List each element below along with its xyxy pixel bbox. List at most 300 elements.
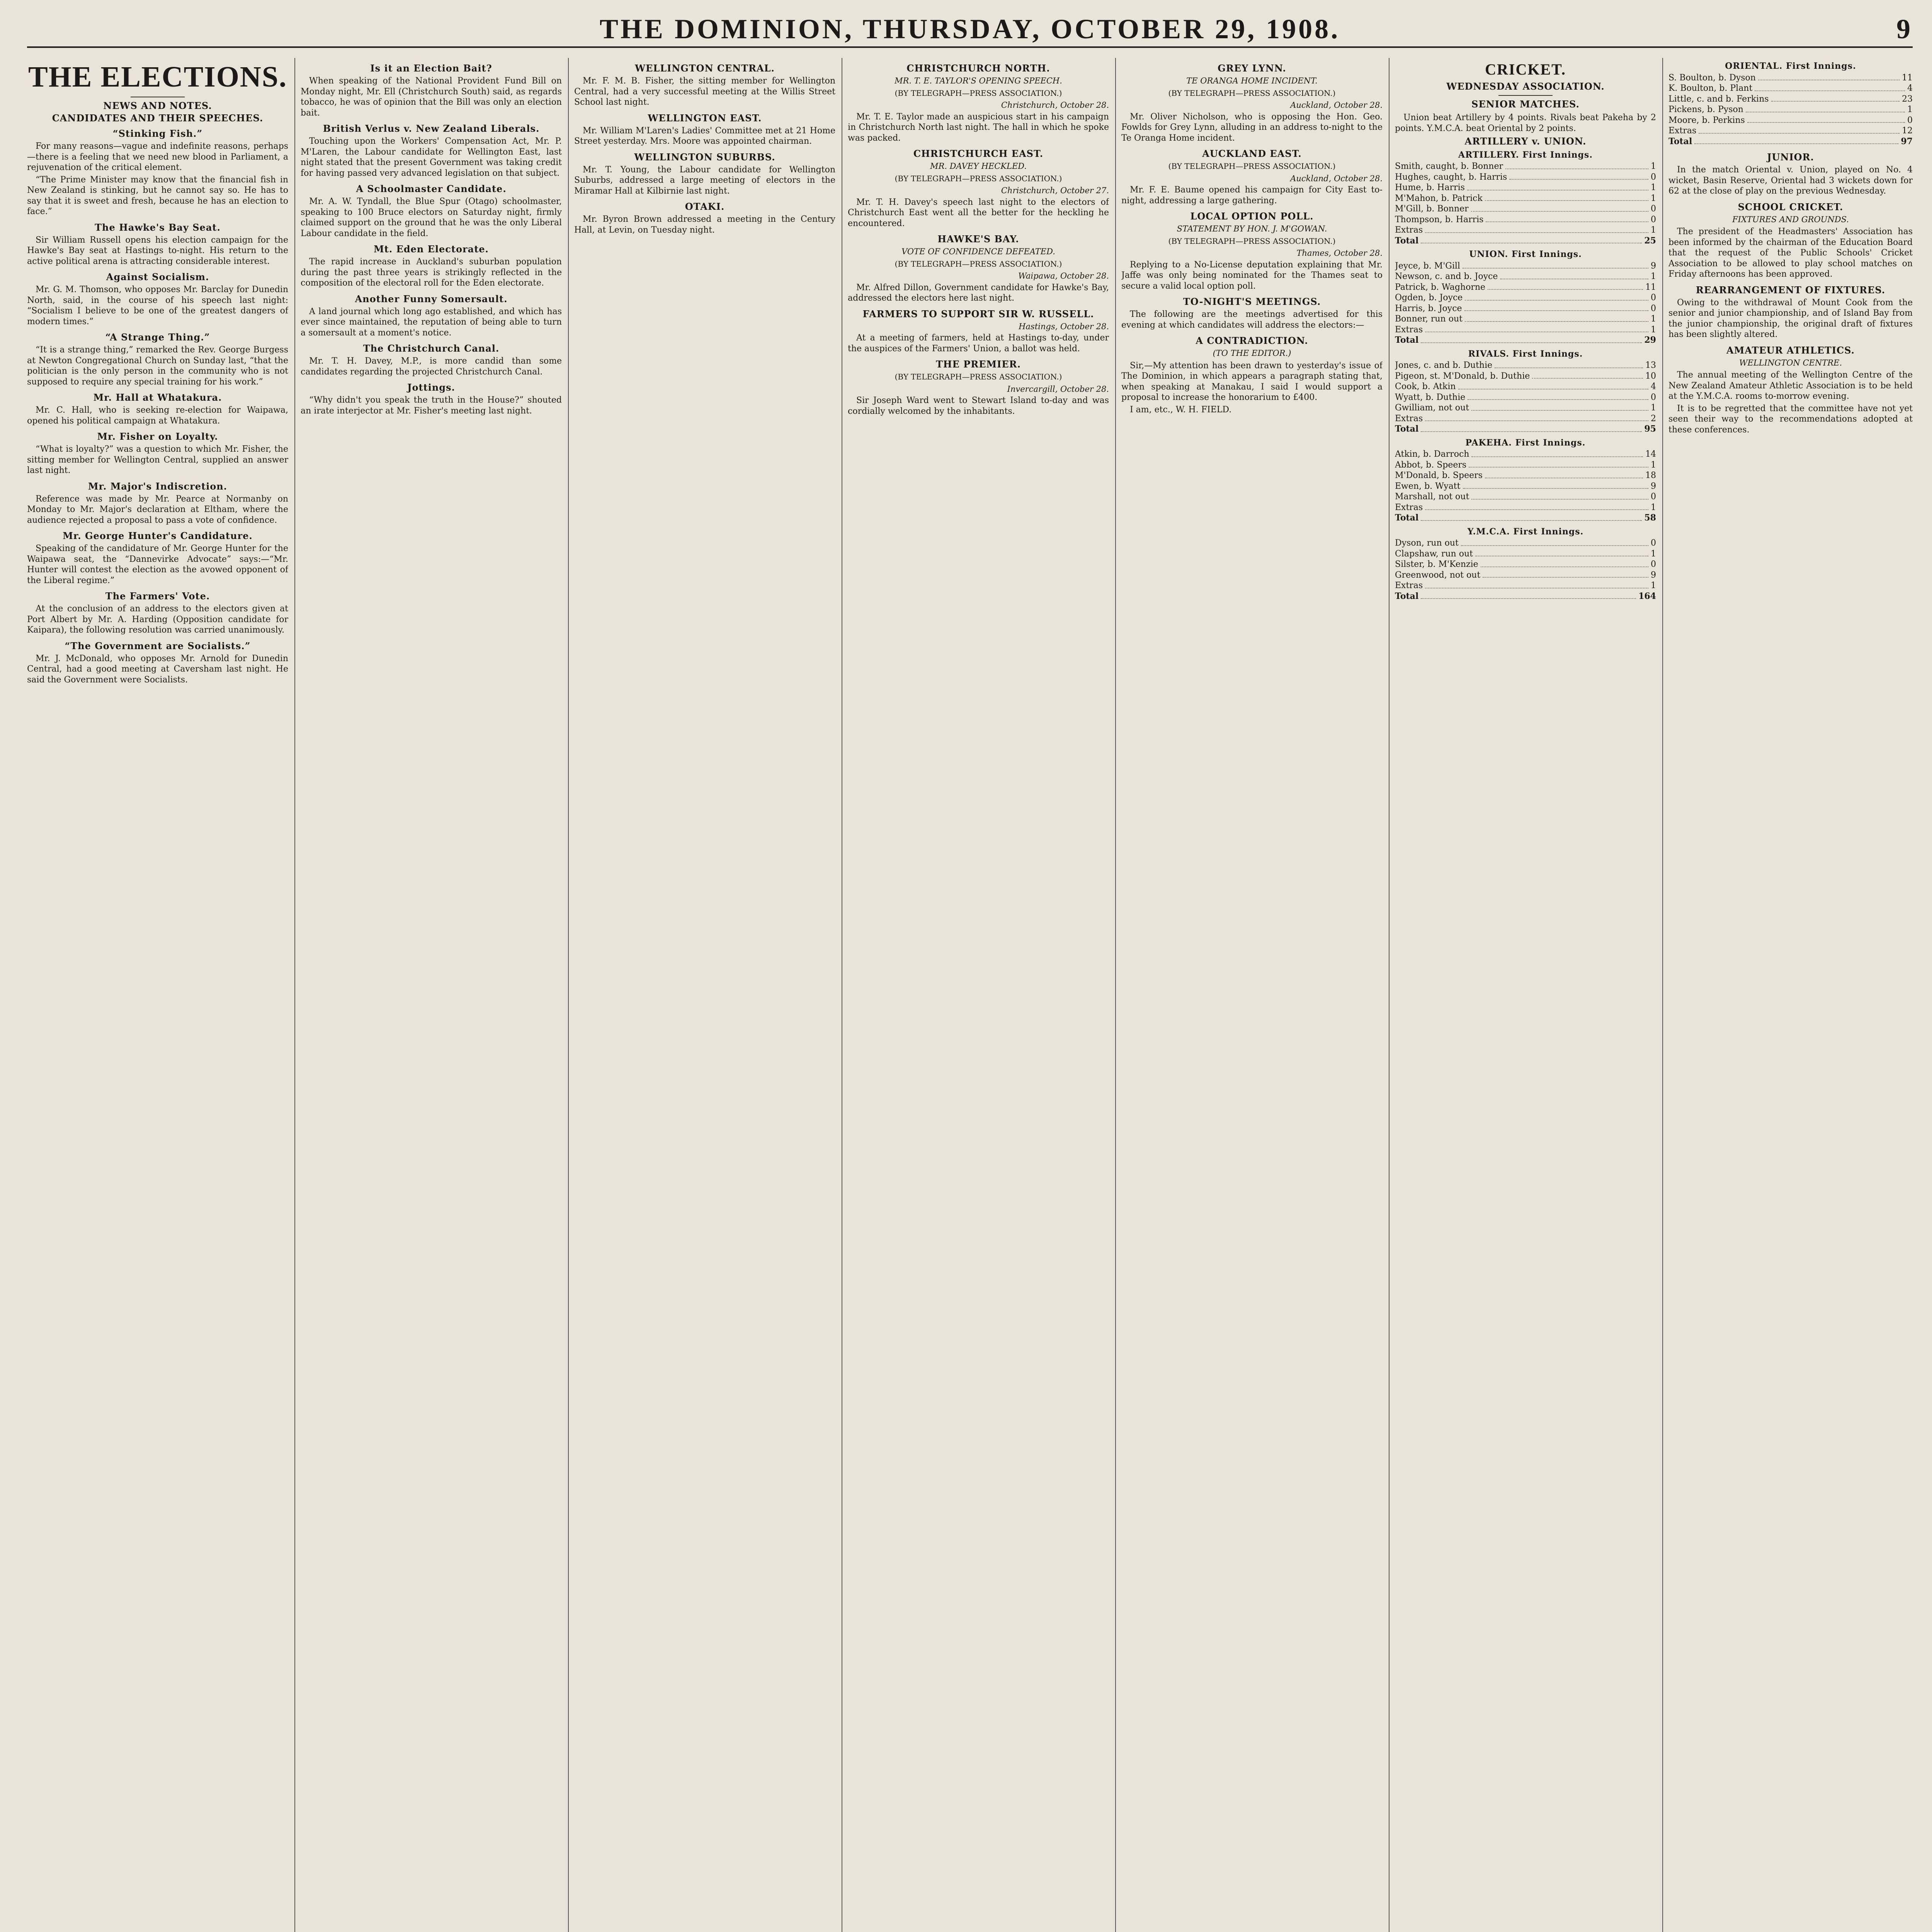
score-row bbox=[1395, 293, 1656, 303]
scorecard-title: ARTILLERY. First Innings. bbox=[1458, 150, 1593, 160]
leader-dots bbox=[1421, 591, 1636, 599]
article-subheading: VOTE OF CONFIDENCE DEFEATED. bbox=[901, 247, 1055, 256]
article-heading: REARRANGEMENT OF FIXTURES. bbox=[1696, 284, 1886, 296]
article bbox=[27, 222, 288, 267]
total-label: Total bbox=[1395, 235, 1419, 246]
leader-dots bbox=[1425, 502, 1648, 510]
leader-dots bbox=[1481, 559, 1648, 567]
place-date: Invercargill, October 28. bbox=[1007, 384, 1109, 394]
dateline: (BY TELEGRAPH—PRESS ASSOCIATION.) bbox=[895, 259, 1062, 269]
dateline: (BY TELEGRAPH—PRESS ASSOCIATION.) bbox=[1168, 162, 1336, 171]
batsman: Harris, b. Joyce bbox=[1395, 303, 1462, 313]
leader-dots bbox=[1461, 538, 1648, 546]
paragraph: Mr. Oliver Nicholson, who is opposing the Hon. Geo. Fowlds for Grey Lynn, alluding in an address to-night to the Te Oranga Home incident. bbox=[1121, 112, 1383, 143]
runs: 1 bbox=[1651, 314, 1656, 324]
score-row bbox=[1395, 371, 1656, 382]
leader-dots bbox=[1486, 214, 1648, 223]
leader-dots bbox=[1746, 104, 1905, 112]
article bbox=[1121, 296, 1383, 330]
place-date: Waipawa, October 28. bbox=[1018, 271, 1109, 281]
article bbox=[27, 128, 288, 217]
article-heading: THE PREMIER. bbox=[936, 359, 1021, 370]
column-3 bbox=[574, 58, 835, 1932]
paragraph: I am, etc., W. H. FIELD. bbox=[1130, 405, 1232, 415]
article-heading: WELLINGTON SUBURBS. bbox=[634, 151, 776, 163]
runs: 1 bbox=[1651, 193, 1656, 203]
leader-dots bbox=[1485, 193, 1648, 201]
total-label: Total bbox=[1395, 424, 1419, 434]
paragraph: Mr. J. McDonald, who opposes Mr. Arnold for Dunedin Central, had a good meeting at Caversham last night. He said the Government were Socialists. bbox=[27, 653, 288, 685]
article bbox=[27, 481, 288, 526]
score-row bbox=[1395, 492, 1656, 502]
article bbox=[27, 431, 288, 476]
score-row bbox=[1395, 392, 1656, 403]
leader-dots bbox=[1471, 204, 1648, 212]
article-heading: JUNIOR. bbox=[1767, 151, 1814, 163]
article-heading: A CONTRADICTION. bbox=[1196, 335, 1308, 346]
paragraph: Reference was made by Mr. Pearce at Normanby on Monday to Mr. Major's declaration at Eltham, where the audience rejected a proposal to pass a vote of confidence. bbox=[27, 494, 288, 525]
runs: 13 bbox=[1645, 361, 1656, 370]
score-row bbox=[1395, 549, 1656, 560]
newspaper-page bbox=[27, 15, 1913, 1932]
article-heading: OTAKI. bbox=[685, 201, 725, 212]
article-list bbox=[301, 63, 562, 416]
total-label: Total bbox=[1395, 513, 1419, 523]
paragraph: Mr. F. E. Baume opened his campaign for City East to-night, addressing a large gathering. bbox=[1121, 185, 1383, 206]
masthead bbox=[27, 15, 1913, 48]
batsman: Greenwood, not out bbox=[1395, 570, 1481, 580]
paragraph: Sir Joseph Ward went to Stewart Island to-day and was cordially welcomed by the inhabitants. bbox=[848, 396, 1109, 416]
leader-dots bbox=[1425, 225, 1648, 233]
batsman: Wyatt, b. Duthie bbox=[1395, 392, 1466, 402]
article-heading: A Schoolmaster Candidate. bbox=[356, 183, 507, 194]
batsman: Moore, b. Perkins bbox=[1668, 115, 1745, 125]
leader-dots bbox=[1495, 360, 1643, 368]
leader-dots bbox=[1475, 549, 1648, 557]
paragraph: Mr. T. H. Davey, M.P., is more candid than some candidates regarding the projected Christchurch Canal. bbox=[301, 356, 562, 377]
score-row bbox=[1395, 303, 1656, 314]
leader-dots bbox=[1421, 335, 1642, 343]
article bbox=[848, 308, 1109, 354]
batsman: Extras bbox=[1395, 225, 1423, 235]
senior-results-text: Union beat Artillery by 4 points. Rivals beat Pakeha by 2 points. Y.M.C.A. beat Oriental by 2 points. bbox=[1395, 113, 1656, 133]
leader-dots bbox=[1468, 392, 1648, 400]
article-list bbox=[848, 63, 1109, 417]
score-row bbox=[1395, 502, 1656, 513]
batsman: Dyson, run out bbox=[1395, 538, 1459, 548]
batsman: Newson, c. and b. Joyce bbox=[1395, 272, 1498, 281]
leader-dots bbox=[1464, 303, 1648, 311]
article-heading: The Hawke's Bay Seat. bbox=[95, 221, 221, 233]
leader-dots bbox=[1469, 460, 1648, 468]
batsman: Clapshaw, run out bbox=[1395, 549, 1473, 559]
score-row bbox=[1668, 104, 1913, 115]
article bbox=[27, 392, 288, 426]
leader-dots bbox=[1488, 282, 1643, 290]
scorecards bbox=[1395, 150, 1656, 602]
article bbox=[574, 112, 835, 147]
article-heading: AMATEUR ATHLETICS. bbox=[1726, 344, 1855, 356]
leader-dots bbox=[1485, 470, 1643, 478]
article bbox=[301, 382, 562, 416]
article bbox=[1668, 151, 1913, 197]
leader-dots bbox=[1463, 481, 1649, 489]
score-row bbox=[1395, 559, 1656, 570]
leader-dots bbox=[1694, 136, 1898, 145]
paragraph: Mr. Alfred Dillon, Government candidate for Hawke's Bay, addressed the electors here last night. bbox=[848, 282, 1109, 303]
article-subheading: TE ORANGA HOME INCIDENT. bbox=[1186, 76, 1318, 85]
cricket-heading: CRICKET. bbox=[1485, 61, 1566, 78]
article bbox=[301, 343, 562, 377]
batsman: Extras bbox=[1395, 581, 1423, 590]
score-row bbox=[1395, 214, 1656, 225]
runs: 1 bbox=[1651, 581, 1656, 590]
column-1 bbox=[27, 58, 288, 1932]
article bbox=[1121, 148, 1383, 206]
runs: 0 bbox=[1651, 538, 1656, 548]
paragraph: Mr. T. E. Taylor made an auspicious start in his campaign in Christchurch North last night. The hall in which he spoke was packed. bbox=[848, 112, 1109, 143]
paragraph: The following are the meetings advertised for this evening at which candidates will address the electors:— bbox=[1121, 310, 1383, 330]
article-heading: Mr. Major's Indiscretion. bbox=[88, 480, 227, 492]
scorecard-total bbox=[1395, 424, 1656, 435]
article bbox=[27, 271, 288, 327]
article-subheading: MR. T. E. TAYLOR'S OPENING SPEECH. bbox=[895, 76, 1062, 85]
article-heading: Against Socialism. bbox=[106, 271, 209, 282]
batsman: Patrick, b. Waghorne bbox=[1395, 282, 1486, 292]
leader-dots bbox=[1425, 413, 1648, 422]
paragraph: Owing to the withdrawal of Mount Cook from the senior and junior championship, and of Island Bay from the junior championship, the original draft of fixtures has been slightly altered. bbox=[1668, 298, 1913, 339]
runs: 0 bbox=[1651, 492, 1656, 502]
leader-dots bbox=[1471, 403, 1648, 411]
scorecard-title: Y.M.C.A. First Innings. bbox=[1467, 526, 1584, 537]
article bbox=[1121, 335, 1383, 415]
article-heading: Is it an Election Bait? bbox=[370, 63, 492, 74]
runs: 18 bbox=[1645, 471, 1656, 480]
runs: 10 bbox=[1645, 371, 1656, 381]
runs: 0 bbox=[1907, 115, 1913, 125]
article bbox=[848, 359, 1109, 417]
batsman: Extras bbox=[1395, 325, 1423, 335]
batsman: M'Gill, b. Bonner bbox=[1395, 204, 1469, 214]
dateline: (BY TELEGRAPH—PRESS ASSOCIATION.) bbox=[1168, 88, 1336, 98]
score-row bbox=[1668, 73, 1913, 83]
article bbox=[27, 332, 288, 387]
total-value: 95 bbox=[1644, 424, 1656, 434]
runs: 0 bbox=[1651, 303, 1656, 313]
batsman: Bonner, run out bbox=[1395, 314, 1463, 324]
article bbox=[301, 293, 562, 338]
leader-dots bbox=[1458, 381, 1648, 389]
article bbox=[848, 63, 1109, 143]
article-heading: Mt. Eden Electorate. bbox=[374, 243, 489, 255]
article bbox=[848, 148, 1109, 229]
leader-dots bbox=[1483, 570, 1648, 578]
batsman: Ogden, b. Joyce bbox=[1395, 293, 1463, 303]
article bbox=[301, 63, 562, 118]
paragraph: Speaking of the candidature of Mr. George Hunter for the Waipawa seat, the “Dannevirke Advocate” says:—“Mr. Hunter will contest the election as the avowed opponent of the Liberal regime.” bbox=[27, 544, 288, 585]
banner-headline: THE ELECTIONS. bbox=[28, 61, 287, 93]
leader-dots bbox=[1471, 449, 1643, 457]
score-row bbox=[1395, 182, 1656, 193]
article bbox=[574, 201, 835, 235]
score-row bbox=[1395, 470, 1656, 481]
article-subheading: MR. DAVEY HECKLED. bbox=[930, 162, 1027, 171]
article-subheading: FIXTURES AND GROUNDS. bbox=[1732, 214, 1849, 224]
total-label: Total bbox=[1395, 591, 1419, 601]
column-5 bbox=[1121, 58, 1383, 1932]
scorecard bbox=[1395, 150, 1656, 247]
runs: 1 bbox=[1651, 502, 1656, 512]
batsman: Hume, b. Harris bbox=[1395, 183, 1465, 192]
senior-results bbox=[1395, 112, 1656, 134]
paragraph: Mr. William M'Laren's Ladies' Committee met at 21 Home Street yesterday. Mrs. Moore was appointed chairman. bbox=[574, 126, 835, 146]
place-date: Auckland, October 28. bbox=[1290, 100, 1383, 110]
article-heading: Another Funny Somersault. bbox=[355, 293, 508, 304]
article-subheading: (TO THE EDITOR.) bbox=[1213, 349, 1291, 358]
leader-dots bbox=[1500, 271, 1648, 279]
score-row bbox=[1395, 570, 1656, 581]
leader-dots bbox=[1699, 126, 1900, 134]
runs: 0 bbox=[1651, 392, 1656, 402]
batsman: Hughes, caught, b. Harris bbox=[1395, 172, 1507, 182]
batsman: Little, c. and b. Ferkins bbox=[1668, 94, 1769, 104]
scorecard bbox=[1395, 527, 1656, 602]
article bbox=[301, 183, 562, 239]
match-heading: ARTILLERY v. UNION. bbox=[1464, 136, 1587, 147]
paragraph: Mr. F. M. B. Fisher, the sitting member for Wellington Central, had a very successful meeting at the Willis Street School last night. bbox=[574, 76, 835, 107]
dateline: (BY TELEGRAPH—PRESS ASSOCIATION.) bbox=[1168, 236, 1336, 246]
paragraph: Mr. C. Hall, who is seeking re-election for Waipawa, opened his political campaign at Whatakura. bbox=[27, 405, 288, 426]
runs: 2 bbox=[1651, 413, 1656, 423]
scorecard bbox=[1395, 349, 1656, 435]
column-2 bbox=[301, 58, 562, 1932]
leader-dots bbox=[1532, 371, 1643, 379]
score-row bbox=[1395, 193, 1656, 204]
place-date: Christchurch, October 28. bbox=[1001, 100, 1109, 110]
section-heading: NEWS AND NOTES. bbox=[103, 100, 212, 111]
article bbox=[301, 123, 562, 179]
column-rule bbox=[1115, 58, 1116, 1932]
scorecard-total bbox=[1395, 335, 1656, 346]
article-heading: TO-NIGHT'S MEETINGS. bbox=[1183, 296, 1321, 307]
article-heading: Mr. Hall at Whatakura. bbox=[93, 392, 222, 403]
scorecard-total bbox=[1395, 236, 1656, 247]
article-heading: The Farmers' Vote. bbox=[105, 590, 210, 602]
article-heading: Mr. Fisher on Loyalty. bbox=[97, 431, 218, 442]
leader-dots bbox=[1509, 172, 1648, 180]
paragraph: In the match Oriental v. Union, played on No. 4 wicket, Basin Reserve, Oriental had 3 wickets down for 62 at the close of play on the previous Wednesday. bbox=[1668, 165, 1913, 196]
leader-dots bbox=[1467, 182, 1648, 190]
runs: 0 bbox=[1651, 293, 1656, 303]
article-heading: “Stinking Fish.” bbox=[112, 128, 203, 139]
leader-dots bbox=[1463, 261, 1648, 269]
article bbox=[574, 151, 835, 197]
batsman: Thompson, b. Harris bbox=[1395, 214, 1484, 224]
paragraph: Mr. T. Young, the Labour candidate for Wellington Suburbs, addressed a large meeting of electors in the Miramar Hall at Kilbirnie last night. bbox=[574, 165, 835, 196]
paragraph: It is to be regretted that the committee have not yet seen their way to the recommendations adopted at these conferences. bbox=[1668, 403, 1913, 435]
scorecard-rows bbox=[1668, 73, 1913, 136]
batsman: Silster, b. M'Kenzie bbox=[1395, 560, 1478, 569]
leader-dots bbox=[1421, 236, 1642, 244]
scorecard-total bbox=[1395, 513, 1656, 524]
batsman: Pigeon, st. M'Donald, b. Duthie bbox=[1395, 371, 1530, 381]
article-heading: CHRISTCHURCH NORTH. bbox=[906, 63, 1050, 74]
article bbox=[848, 233, 1109, 304]
batsman: M'Mahon, b. Patrick bbox=[1395, 193, 1483, 203]
runs: 1 bbox=[1651, 183, 1656, 192]
total-value: 97 bbox=[1901, 136, 1913, 146]
column-rule bbox=[568, 58, 569, 1932]
leader-dots bbox=[1771, 94, 1900, 102]
runs: 14 bbox=[1645, 449, 1656, 459]
runs: 9 bbox=[1651, 481, 1656, 491]
batsman: Atkin, b. Darroch bbox=[1395, 449, 1469, 459]
article-heading: British Verlus v. New Zealand Liberals. bbox=[323, 123, 540, 134]
runs: 1 bbox=[1651, 162, 1656, 171]
oriental-scorecard bbox=[1668, 61, 1913, 147]
batsman: Jeyce, b. M'Gill bbox=[1395, 261, 1460, 271]
leader-dots bbox=[1465, 293, 1648, 301]
article bbox=[27, 640, 288, 685]
article-list bbox=[574, 63, 835, 235]
scorecard-total bbox=[1395, 591, 1656, 602]
batsman: Gwilliam, not out bbox=[1395, 403, 1469, 413]
runs: 23 bbox=[1902, 94, 1913, 104]
columns bbox=[27, 58, 1913, 1932]
scorecard-title: ORIENTAL. First Innings. bbox=[1725, 61, 1856, 71]
batsman: Pickens, b. Pyson bbox=[1668, 105, 1743, 114]
article bbox=[1121, 63, 1383, 143]
runs: 11 bbox=[1902, 73, 1913, 83]
score-row bbox=[1395, 460, 1656, 471]
total-value: 164 bbox=[1638, 591, 1656, 601]
article-heading: WELLINGTON CENTRAL. bbox=[635, 63, 775, 74]
runs: 11 bbox=[1645, 282, 1656, 292]
runs: 1 bbox=[1651, 272, 1656, 281]
article bbox=[1121, 211, 1383, 291]
senior-matches-heading: SENIOR MATCHES. bbox=[1471, 98, 1580, 110]
score-row bbox=[1395, 225, 1656, 236]
subsection-heading: CANDIDATES AND THEIR SPEECHES. bbox=[52, 112, 264, 124]
score-row bbox=[1395, 449, 1656, 460]
article-heading: LOCAL OPTION POLL. bbox=[1190, 211, 1314, 222]
article-heading: FARMERS TO SUPPORT SIR W. RUSSELL. bbox=[862, 308, 1094, 320]
scorecard-title: UNION. First Innings. bbox=[1469, 249, 1582, 259]
runs: 0 bbox=[1651, 560, 1656, 569]
paragraph: Mr. T. H. Davey's speech last night to the electors of Christchurch East went all the better for the heckling he encountered. bbox=[848, 197, 1109, 228]
score-row bbox=[1395, 325, 1656, 335]
article-list bbox=[27, 128, 288, 685]
column-6 bbox=[1395, 58, 1656, 1932]
runs: 9 bbox=[1651, 570, 1656, 580]
batsman: Marshall, not out bbox=[1395, 492, 1469, 502]
article bbox=[574, 63, 835, 108]
article-heading: CHRISTCHURCH EAST. bbox=[913, 148, 1044, 159]
batsman: M'Donald, b. Speers bbox=[1395, 471, 1483, 480]
total-label: Total bbox=[1668, 136, 1692, 146]
leader-dots bbox=[1471, 492, 1648, 500]
score-row bbox=[1395, 172, 1656, 183]
paragraph: Replying to a No-License deputation explaining that Mr. Jaffe was only being nominated for the Thames seat to secure a valid local option poll. bbox=[1121, 260, 1383, 291]
paragraph: Sir,—My attention has been drawn to yesterday's issue of The Dominion, in which appears a paragraph stating that, when speaking at Manakau, I said I would support a proposal to increase the honorarium to £400. bbox=[1121, 361, 1383, 402]
score-row bbox=[1668, 94, 1913, 105]
column-4 bbox=[848, 58, 1109, 1932]
leader-dots bbox=[1465, 314, 1648, 322]
batsman: Extras bbox=[1395, 413, 1423, 423]
runs: 0 bbox=[1651, 172, 1656, 182]
article-list bbox=[1668, 151, 1913, 435]
score-row bbox=[1395, 360, 1656, 371]
place-date: Hastings, October 28. bbox=[1019, 321, 1109, 331]
article bbox=[1668, 201, 1913, 280]
association-heading: WEDNESDAY ASSOCIATION. bbox=[1446, 81, 1605, 92]
article-heading: Jottings. bbox=[407, 382, 455, 393]
score-row bbox=[1395, 204, 1656, 214]
dateline: (BY TELEGRAPH—PRESS ASSOCIATION.) bbox=[895, 173, 1062, 183]
runs: 1 bbox=[1907, 105, 1913, 114]
article-heading: GREY LYNN. bbox=[1218, 63, 1286, 74]
score-row bbox=[1395, 261, 1656, 272]
article-heading: WELLINGTON EAST. bbox=[648, 112, 762, 124]
score-row bbox=[1395, 282, 1656, 293]
score-row bbox=[1395, 403, 1656, 413]
runs: 9 bbox=[1651, 261, 1656, 271]
article bbox=[1668, 284, 1913, 340]
paragraph: Mr. A. W. Tyndall, the Blue Spur (Otago) schoolmaster, speaking to 100 Bruce electors on Saturday night, firmly claimed support on the ground that he was the only Liberal Labour candidate in the field. bbox=[301, 197, 562, 238]
column-7 bbox=[1668, 58, 1913, 1932]
article bbox=[27, 590, 288, 636]
total-value: 29 bbox=[1644, 335, 1656, 345]
paragraph: “It is a strange thing,” remarked the Rev. George Burgess at Newton Congregational Church on Sunday last, “that the politician is the only person in the community who is not supposed to require any special training for his work.” bbox=[27, 345, 288, 387]
place-date: Thames, October 28. bbox=[1296, 248, 1383, 258]
article-subheading: STATEMENT BY HON. J. M'GOWAN. bbox=[1177, 224, 1327, 233]
scorecard-total bbox=[1668, 136, 1913, 147]
runs: 1 bbox=[1651, 460, 1656, 470]
score-row bbox=[1395, 580, 1656, 591]
scorecard bbox=[1395, 438, 1656, 524]
place-date: Christchurch, October 27. bbox=[1001, 186, 1109, 195]
runs: 1 bbox=[1651, 403, 1656, 413]
scorecard-title: PAKEHA. First Innings. bbox=[1465, 437, 1586, 448]
runs: 1 bbox=[1651, 549, 1656, 559]
paragraph: The president of the Headmasters' Association has been informed by the chairman of the Education Board that the request of the Public Schools' Cricket Association to be allowed to play school matches on Friday afternoons has been approved. bbox=[1668, 227, 1913, 279]
dateline: (BY TELEGRAPH—PRESS ASSOCIATION.) bbox=[895, 88, 1062, 98]
score-row bbox=[1395, 381, 1656, 392]
paragraph: Touching upon the Workers' Compensation Act, Mr. P. M'Laren, the Labour candidate for Wellington East, last night stated that the present Government was taking credit for having passed very advanced legislation on that subject. bbox=[301, 136, 562, 178]
article-heading: The Christchurch Canal. bbox=[363, 343, 500, 354]
runs: 12 bbox=[1902, 126, 1913, 136]
total-value: 58 bbox=[1644, 513, 1656, 523]
leader-dots bbox=[1425, 580, 1648, 588]
paragraph: “The Prime Minister may know that the financial fish in New Zealand is stinking, but he cannot say so. He has to say that it is sweet and fresh, because he has an election to face.” bbox=[27, 175, 288, 216]
paragraph: A land journal which long ago established, and which has ever since maintained, the reputation of being able to turn a somersault at a moment's notice. bbox=[301, 306, 562, 338]
paragraph: When speaking of the National Provident Fund Bill on Monday night, Mr. Ell (Christchurch South) said, as regards tobacco, he was of opinion that the Bill was only an election bait. bbox=[301, 76, 562, 118]
article-heading: “A Strange Thing.” bbox=[105, 332, 210, 343]
page-number: 9 bbox=[1896, 14, 1913, 44]
score-row bbox=[1668, 115, 1913, 126]
runs: 0 bbox=[1651, 204, 1656, 214]
batsman: Ewen, b. Wyatt bbox=[1395, 481, 1461, 491]
batsman: K. Boulton, b. Plant bbox=[1668, 83, 1753, 93]
score-row bbox=[1395, 413, 1656, 424]
paragraph: “What is loyalty?” was a question to which Mr. Fisher, the sitting member for Wellington Central, supplied an answer last night. bbox=[27, 444, 288, 475]
scorecard bbox=[1395, 249, 1656, 346]
article bbox=[27, 530, 288, 586]
total-value: 25 bbox=[1644, 235, 1656, 246]
score-row bbox=[1668, 126, 1913, 136]
article-list bbox=[1121, 63, 1383, 415]
paragraph: Sir William Russell opens his election campaign for the Hawke's Bay seat at Hastings to-night. His return to the active political arena is attracting considerable interest. bbox=[27, 235, 288, 266]
